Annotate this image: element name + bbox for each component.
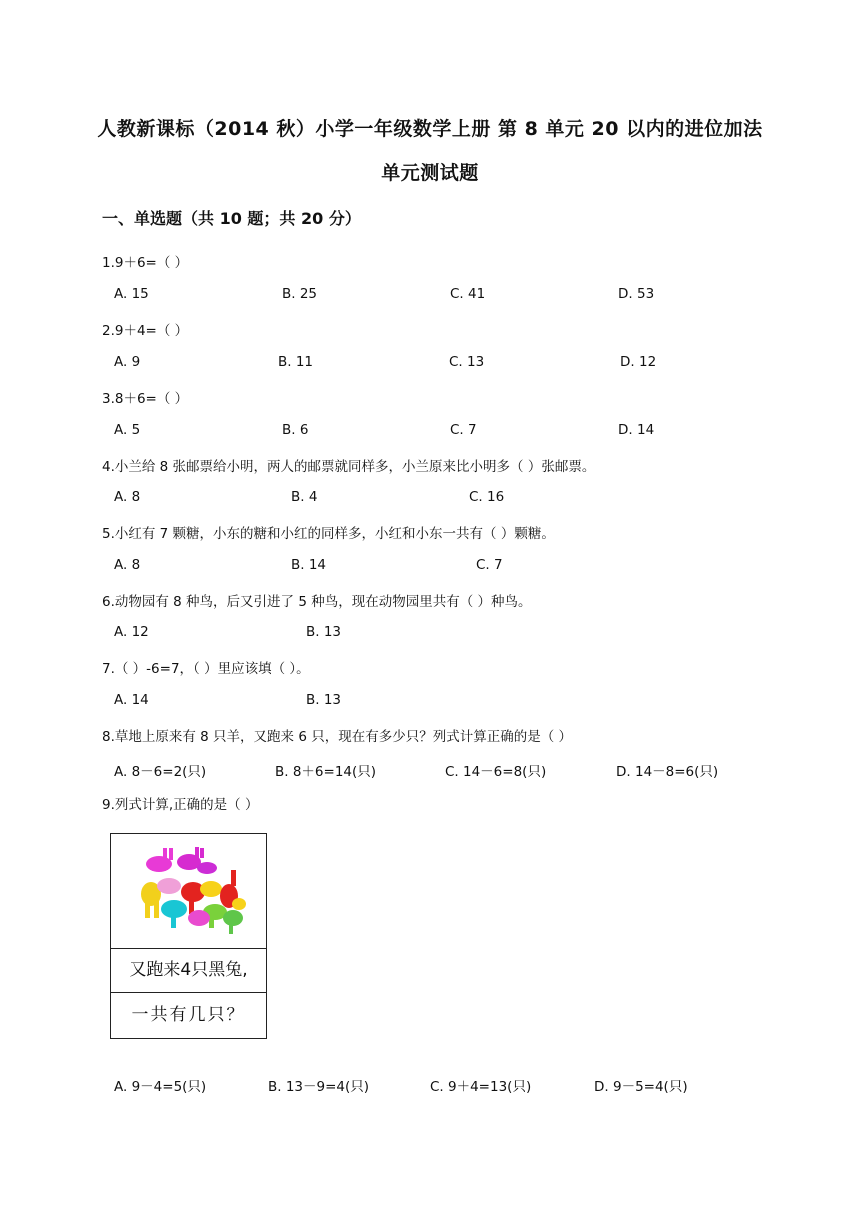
option-a[interactable]: A. 8: [114, 489, 141, 505]
options-4: [114, 489, 754, 509]
option-a[interactable]: A. 8: [114, 557, 141, 573]
option-d[interactable]: D. 14: [618, 422, 655, 438]
option-b[interactable]: B. 11: [278, 354, 314, 370]
options-1: [114, 286, 754, 306]
option-d[interactable]: D. 9－5=4(只): [594, 1079, 688, 1095]
options-7: [114, 692, 754, 712]
options-2: [114, 354, 754, 374]
question-8: 8.草地上原来有 8 只羊，又跑来 6 只，现在有多少只？列式计算正确的是（ ）: [102, 729, 573, 745]
rabbits-image: [111, 834, 266, 948]
option-b[interactable]: B. 13－9=4(只): [268, 1079, 370, 1095]
options-3: [114, 422, 754, 442]
question-1: 1.9＋6=（ ）: [102, 255, 189, 271]
option-d[interactable]: D. 14－8=6(只): [616, 764, 719, 780]
option-a[interactable]: A. 9: [114, 354, 141, 370]
options-5: [114, 557, 754, 577]
question-2: 2.9＋4=（ ）: [102, 323, 189, 339]
option-b[interactable]: B. 13: [306, 624, 342, 640]
option-d[interactable]: D. 12: [620, 354, 657, 370]
option-d[interactable]: D. 53: [618, 286, 655, 302]
section-heading: 一、单选题（共 10 题；共 20 分）: [102, 209, 361, 228]
option-c[interactable]: C. 13: [449, 354, 485, 370]
question-3: 3.8＋6=（ ）: [102, 391, 189, 407]
option-a[interactable]: A. 8－6=2(只): [114, 764, 207, 780]
option-b[interactable]: B. 6: [282, 422, 309, 438]
option-b[interactable]: B. 13: [306, 692, 342, 708]
question-5: 5.小红有 7 颗糖，小东的糖和小红的同样多，小红和小东一共有（ ）颗糖。: [102, 526, 555, 542]
figure-caption-line2: 一共有几只？: [111, 992, 266, 1038]
option-c[interactable]: C. 41: [450, 286, 486, 302]
question-6: 6.动物园有 8 种鸟，后又引进了 5 种鸟，现在动物园里共有（ ）种鸟。: [102, 594, 532, 610]
options-6: [114, 624, 754, 644]
rabbit-cluster-icon: [141, 847, 246, 934]
options-8: [114, 760, 754, 780]
option-b[interactable]: B. 8＋6=14(只): [275, 764, 377, 780]
option-b[interactable]: B. 14: [291, 557, 327, 573]
figure-caption-line1: 又跑来4只黑兔,: [111, 948, 266, 992]
options-9: [114, 1075, 754, 1095]
option-b[interactable]: B. 25: [282, 286, 318, 302]
option-c[interactable]: C. 14－6=8(只): [445, 764, 547, 780]
rabbit-figure: [110, 833, 267, 1039]
option-a[interactable]: A. 12: [114, 624, 149, 640]
page-title-line2: 单元测试题: [381, 162, 479, 184]
option-a[interactable]: A. 9－4=5(只): [114, 1079, 207, 1095]
page-title-line1: 人教新课标（2014 秋）小学一年级数学上册 第 8 单元 20 以内的进位加法: [97, 118, 763, 140]
option-c[interactable]: C. 7: [476, 557, 503, 573]
question-7: 7.（ ）-6=7，（ ）里应该填（ ）。: [102, 661, 310, 677]
option-c[interactable]: C. 9＋4=13(只): [430, 1079, 532, 1095]
option-a[interactable]: A. 5: [114, 422, 141, 438]
option-a[interactable]: A. 15: [114, 286, 149, 302]
question-9: 9.列式计算,正确的是（ ）: [102, 797, 259, 813]
option-a[interactable]: A. 14: [114, 692, 149, 708]
option-c[interactable]: C. 7: [450, 422, 477, 438]
option-c[interactable]: C. 16: [469, 489, 505, 505]
question-4: 4.小兰给 8 张邮票给小明，两人的邮票就同样多，小兰原来比小明多（ ）张邮票。: [102, 459, 596, 475]
option-b[interactable]: B. 4: [291, 489, 318, 505]
